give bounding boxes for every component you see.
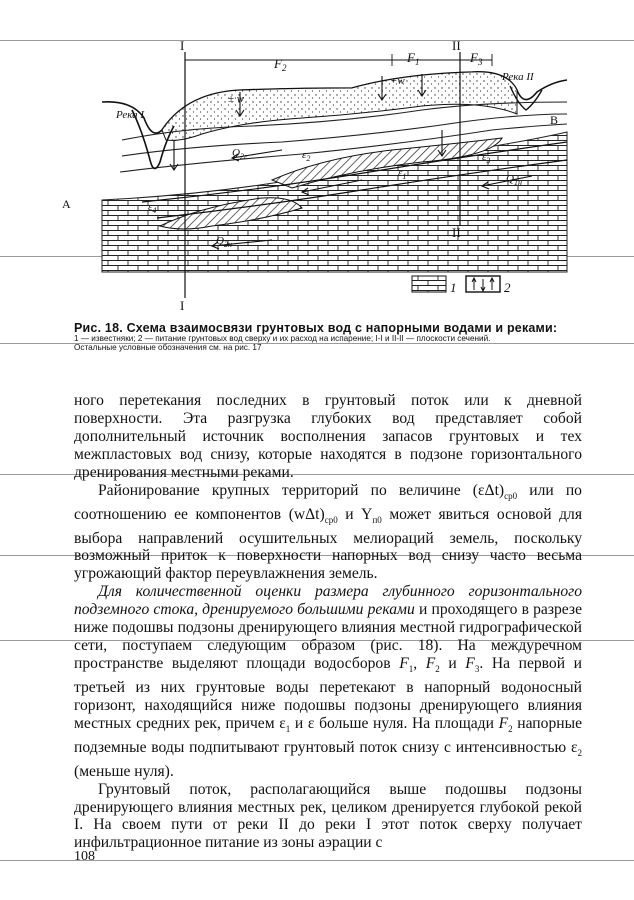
pm-w-label: ± w xyxy=(228,93,245,105)
f3-label: $F_3$ xyxy=(470,50,483,67)
section2-bottom-label: II xyxy=(452,225,461,240)
body-text xyxy=(74,392,582,852)
scan-line xyxy=(0,860,634,861)
river2-label: Река II xyxy=(502,71,534,83)
figure-caption xyxy=(74,322,580,352)
legend-limestone-swatch xyxy=(412,276,446,292)
legend-2-label: 2 xyxy=(504,280,511,295)
section1-bottom-label: I xyxy=(180,298,185,313)
plus-w-label: +w xyxy=(390,75,405,87)
e4-label: $\varepsilon_4$ xyxy=(148,201,157,215)
f1-label: $F_1$ xyxy=(407,50,420,67)
paragraph-3: Для количественной оценки размера глубинного горизонтального подземного стока, дренируемого большими реками и проходящего в разрезе ниже подошвы подзоны дренирующего влияния местной гидрографической сети, поступаем следующим образом (рис. 18). На междуречном пространстве выделяют площади водосборов $F_1$, $F_2$ и $F_3$. На первой и третьей из них грунтовые воды перетекают в напорный водоносный горизонт, находящийся ниже подошвы подзоны дренирующего влияния местных средних рек, причем $\varepsilon_1$ и ε больше нуля. На площади $F_2$ напорные подземные воды подпитывают грунтовый поток снизу с интенсивностью $\varepsilon_2$ (меньше нуля). xyxy=(74,583,582,780)
river1-label: Река I xyxy=(116,109,144,121)
geological-cross-section-figure xyxy=(62,30,590,320)
legend-1-label: 1 xyxy=(450,280,457,295)
caption-title: Рис. 18. Схема взаимосвязи грунтовых вод с напорными водами и реками: xyxy=(74,321,558,335)
limestone-layer xyxy=(102,132,567,272)
e3-label: $\varepsilon_3$ xyxy=(482,151,491,165)
paragraph-2: Районирование крупных территорий по величине $(\varepsilon\Delta t)_{ср0}$ или по соотношению ее компонентов $(w\Delta t)_{ср0}$ и $Y_{п0}$ может явиться основой для выбора направлений осушительных мелиораций земель, поскольку возможный приток к поверхности напорных вод снизу часто весьма угрожающий фактор переувлажнения земель. xyxy=(74,481,582,583)
q2g-label: $Q_{2г}$ xyxy=(232,147,248,161)
paragraph-1: ного перетекания последних в грунтовый поток или к дневной поверхности. Эта разгрузка глубоких вод представляет собой дополнительный источник восполнения запасов грунтовых и тех межпластовых вод снизу, которые находятся в подзоне горизонтального дренирования местными реками. xyxy=(74,392,582,481)
caption-note: Остальные условные обозначения см. на рис. 17 xyxy=(74,342,262,352)
q2n-label: $Q_{2н}$ xyxy=(216,235,232,249)
page-number: 108 xyxy=(74,849,95,864)
e2-label: $\varepsilon_2$ xyxy=(302,149,311,163)
e1-label: $\varepsilon_1$ xyxy=(398,167,407,181)
q1n-label: $Q_{1н}$ xyxy=(506,173,522,187)
point-a-label: A xyxy=(62,197,71,211)
f2-label: $F_2$ xyxy=(274,56,287,73)
section1-top-label: I xyxy=(180,38,185,53)
caption-legend: 1 — известняки; 2 — питание грунтовых вод сверху и их расход на испарение; I-I и II-II — плоскости сечений. xyxy=(74,334,491,344)
paragraph-4: Грунтовый поток, располагающийся выше подошвы подзоны дренирующего влияния местных рек, целиком дренируется глубокой рекой I. На своем пути от реки II до реки I этот поток сверху получает инфильтрационное питание из зоны аэрации с xyxy=(74,780,582,852)
point-b-label: B xyxy=(550,113,559,127)
section2-top-label: II xyxy=(452,38,461,53)
